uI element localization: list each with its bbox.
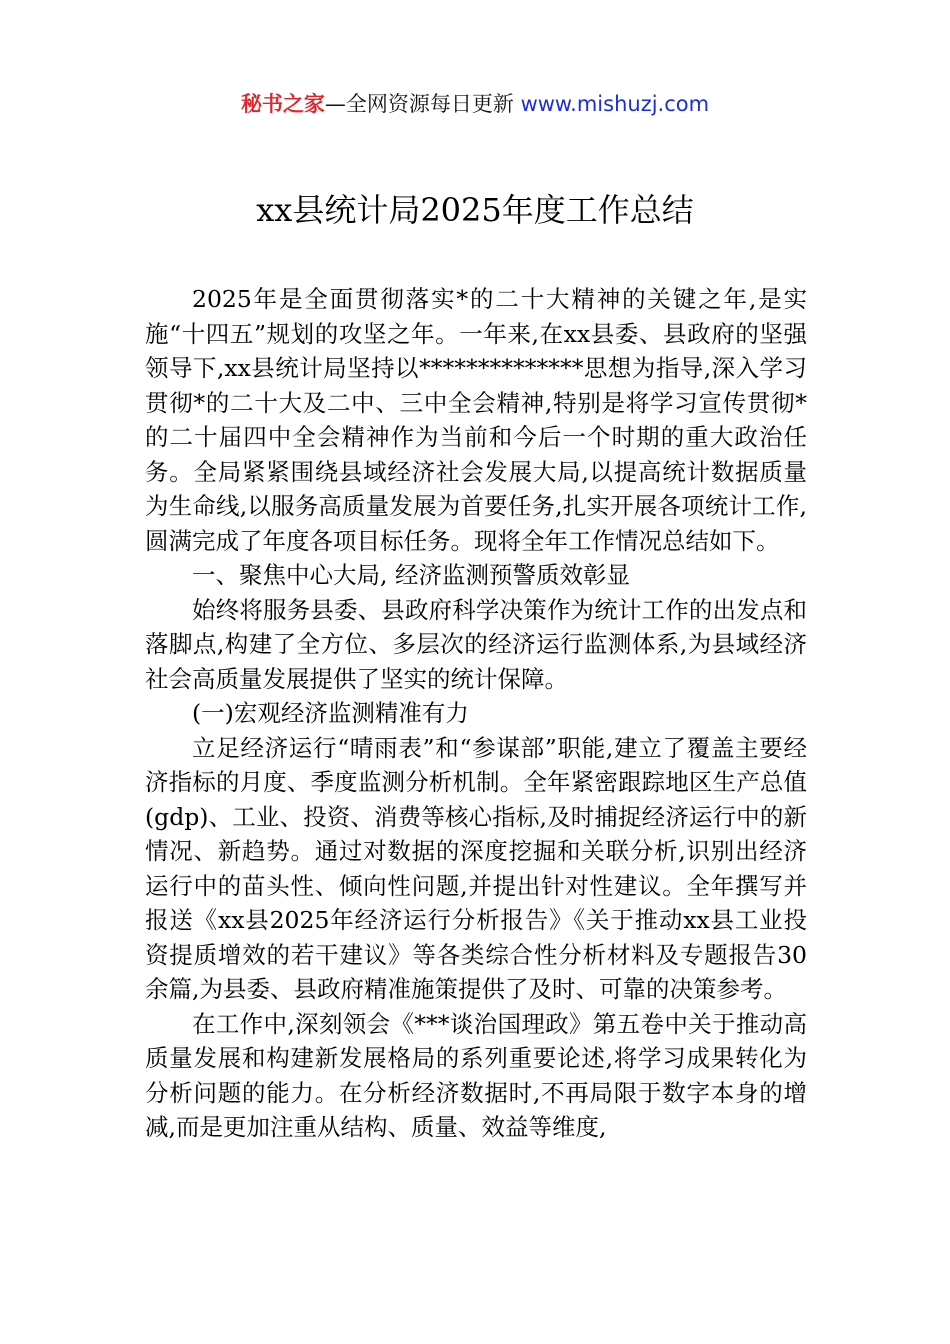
section-heading-1: 一、聚焦中心大局, 经济监测预警质效彰显: [192, 561, 630, 589]
brand-name: 秘书之家: [240, 92, 325, 116]
site-header: [0, 88, 950, 120]
subsection-1-paragraph: 立足经济运行“晴雨表”和“参谋部”职能,建立了覆盖主要经济指标的月度、季度监测分析机制。全年紧密跟踪地区生产总值(gdp)、工业、投资、消费等核心指标,及时捕捉经济运行中的新情况、新趋势。通过对数据的深度挖掘和关联分析,识别出经济运行中的苗头性、倾向性问题,并提出针对性建议。全年撰写并报送《xx县2025年经济运行分析报告》《关于推动xx县工业投资提质增效的若干建议》等各类综合性分析材料及专题报告30余篇,为县委、县政府精准施策提供了及时、可靠的决策参考。: [145, 733, 807, 1003]
intro-paragraph: 2025年是全面贯彻落实*的二十大精神的关键之年,是实施“十四五”规划的攻坚之年。一年来,在xx县委、县政府的坚强领导下,xx县统计局坚持以**************思想为指导,深入学习贯彻*的二十大及二中、三中全会精神,特别是将学习宣传贯彻*的二十届四中全会精神作为当前和今后一个时期的重大政治任务。全局紧紧围绕县域经济社会发展大局,以提高统计数据质量为生命线,以服务高质量发展为首要任务,扎实开展各项统计工作,圆满完成了年度各项目标任务。现将全年工作情况总结如下。: [145, 285, 807, 555]
document-title: xx县统计局2025年度工作总结: [256, 191, 694, 229]
site-url-link[interactable]: www.mishuzj.com: [520, 92, 710, 116]
document-body: [145, 282, 807, 1145]
header-slogan: —全网资源每日更新: [324, 92, 514, 116]
section-1-paragraph: 始终将服务县委、县政府科学决策作为统计工作的出发点和落脚点,构建了全方位、多层次的经济运行监测体系,为县域经济社会高质量发展提供了坚实的统计保障。: [145, 595, 807, 693]
subsection-1-paragraph-2: 在工作中,深刻领会《***谈治国理政》第五卷中关于推动高质量发展和构建新发展格局的系列重要论述,将学习成果转化为分析问题的能力。在分析经济数据时,不再局限于数字本身的增减,而是更加注重从结构、质量、效益等维度,: [145, 1009, 807, 1141]
subsection-heading-1: (一)宏观经济监测精准有力: [192, 699, 469, 727]
